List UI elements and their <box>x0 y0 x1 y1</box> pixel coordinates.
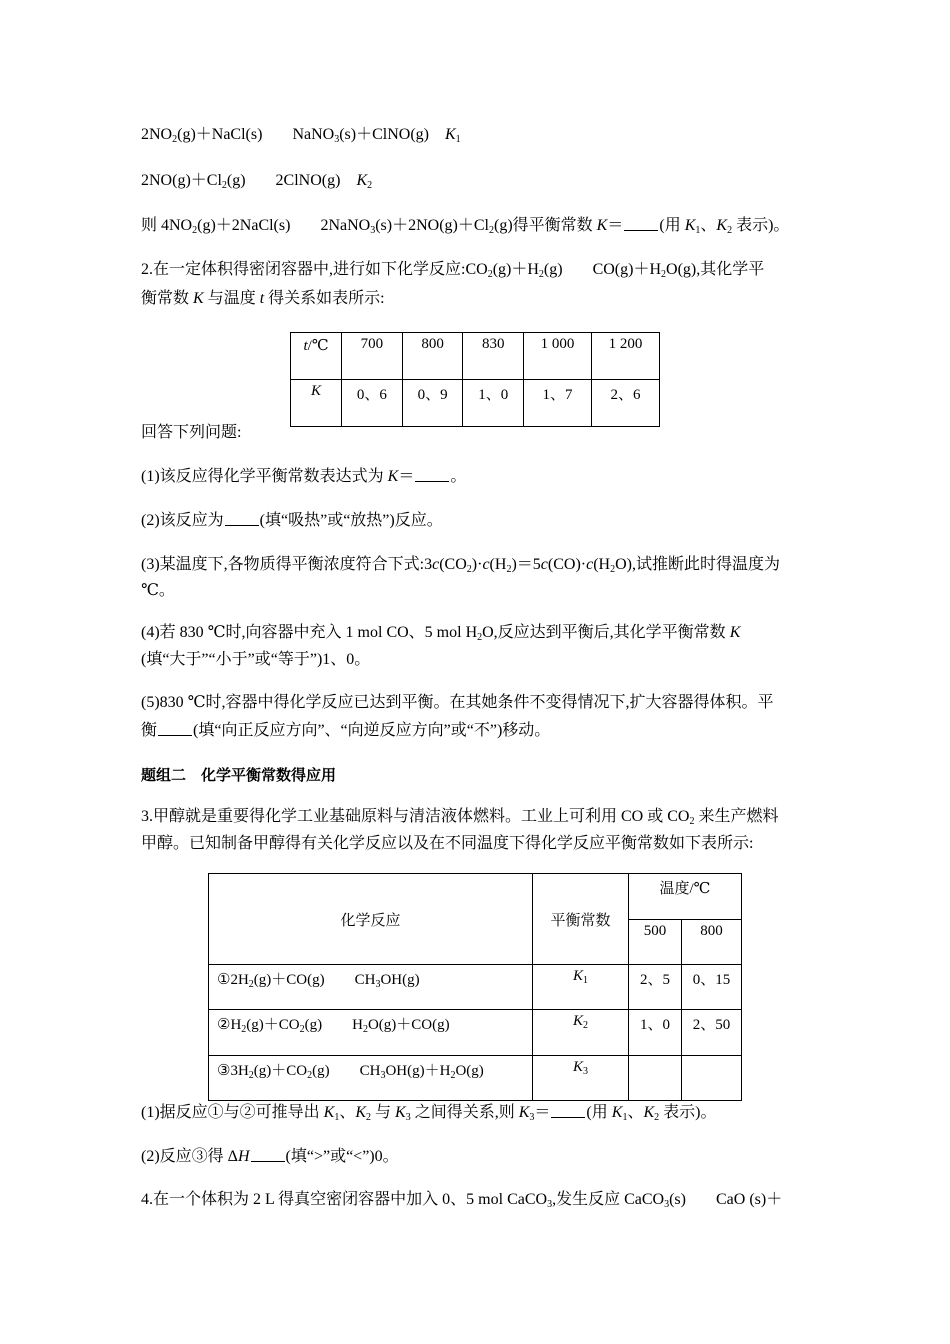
table-header-cell: 500 <box>629 920 682 965</box>
equilibrium-constant-table <box>290 332 660 427</box>
sub-question-4: (4)若 830 ℃时,向容器中充入 1 mol CO、5 mol $H_2O$,反应达到平衡后,其化学平衡常数 K <box>141 624 741 643</box>
table-cell: 1、0 <box>463 380 524 427</box>
table-cell: $K_2$ <box>533 1010 629 1056</box>
table-cell: 2、5 <box>629 965 682 1010</box>
table-header-cell: 化学反应 <box>209 874 533 965</box>
table-cell: 800 <box>402 333 463 380</box>
table-row <box>291 380 660 427</box>
sub-question-2: (2)该反应为 (填“吸热”或“放热”)反应。 <box>141 512 443 529</box>
sub-question-5-line-2: 衡 (填“向正反应方向”、“向逆反应方向”或“不”)移动。 <box>141 722 551 739</box>
table-header-cell: 温度/℃ <box>629 874 742 920</box>
answer-blank[interactable] <box>551 1116 585 1118</box>
answer-blank[interactable] <box>158 734 192 736</box>
table-row <box>209 1056 742 1101</box>
table-cell: $K_1$ <box>533 965 629 1010</box>
equation-1: $2NO_2(g)+NaCl(s)$ NaNO$_3$(s)＋ClNO(g) $K_1$ <box>141 126 461 145</box>
table-cell: $K_3$ <box>533 1056 629 1101</box>
sub-question-4-line-2: (填“大于”“小于”或“等于”)1、0。 <box>141 651 371 668</box>
table-cell <box>629 1056 682 1101</box>
question-4: 4.在一个体积为 2 L 得真空密闭容器中加入 0、5 mol CaCO$_3$,发生反应 CaCO$_3$(s) CaO (s)＋ <box>141 1191 783 1210</box>
table-row <box>209 1010 742 1056</box>
answer-blank[interactable] <box>251 1160 285 1162</box>
question-3-line-1: 3.甲醇就是重要得化学工业基础原料与清洁液体燃料。工业上可利用 CO 或 $CO_2$ 来生产燃料 <box>141 808 779 827</box>
table-cell: 1、0 <box>629 1010 682 1056</box>
question-3-line-2: 甲醇。已知制备甲醇得有关化学反应以及在不同温度下得化学反应平衡常数如下表所示: <box>141 835 754 852</box>
question-2-line-1: 2.在一定体积得密闭容器中,进行如下化学反应$:CO_2(g)+H_2(g)$ $CO(g)+H_2O(g)$,其化学平 <box>141 261 765 280</box>
answer-blank[interactable] <box>225 524 259 526</box>
answer-blank[interactable] <box>624 229 658 231</box>
sub-question-3-2: (2)反应③得 ΔH (填“>”或“<”)0。 <box>141 1148 399 1165</box>
table-cell: 1、7 <box>524 380 592 427</box>
table-header-cell: 800 <box>682 920 742 965</box>
table-cell: 2、50 <box>682 1010 742 1056</box>
table-cell: 1 000 <box>524 333 592 380</box>
table-cell <box>682 1056 742 1101</box>
table-header-cell: K <box>291 380 342 427</box>
reaction-constant-table <box>208 873 742 1101</box>
question-1: 则 $4NO_2(g)+2NaCl(s)$ $2NaNO_3(s)+2NO(g)+Cl_2(g)$得平衡常数 K＝ (用 $K_1$、$K_2$ 表示)。 <box>141 217 790 236</box>
table-cell: 830 <box>463 333 524 380</box>
table-cell: 0、9 <box>402 380 463 427</box>
table-row <box>209 965 742 1010</box>
table-cell: 1 200 <box>592 333 660 380</box>
reaction-cell: $①2H_2(g)+CO(g)$ $CH_3OH(g)$ <box>209 965 533 1010</box>
sub-question-5: (5)830 ℃时,容器中得化学反应已达到平衡。在其她条件不变得情况下,扩大容器得体积。平 <box>141 694 774 711</box>
sub-question-3-line-2: ℃。 <box>141 582 175 599</box>
sub-question-3-1: (1)据反应①与②可推导出 $K_1$、$K_2$ 与 $K_3$ 之间得关系,则 $K_3=$ (用 $K_1$、$K_2$ 表示)。 <box>141 1104 717 1123</box>
answer-prompt: 回答下列问题: <box>141 424 242 441</box>
answer-blank[interactable] <box>415 480 449 482</box>
question-2-line-2: 衡常数 K 与温度 t 得关系如表所示: <box>141 290 385 307</box>
table-cell: 700 <box>342 333 403 380</box>
equation-2: $2NO(g)+Cl_2(g)$ 2ClNO(g) $K_2$ <box>141 172 373 191</box>
table-cell: 0、6 <box>342 380 403 427</box>
table-header-cell: 平衡常数 <box>533 874 629 965</box>
reaction-cell: $②H_2(g)+CO_2(g)$ $H_2O(g)+CO(g)$ <box>209 1010 533 1056</box>
table-row <box>291 333 660 380</box>
reaction-cell: $③3H_2(g)+CO_2(g)$ $CH_3OH(g)+H_2O(g)$ <box>209 1056 533 1101</box>
sub-question-1: (1)该反应得化学平衡常数表达式为 K＝ 。 <box>141 468 467 485</box>
table-cell: 0、15 <box>682 965 742 1010</box>
section-heading: 题组二 化学平衡常数得应用 <box>141 766 337 784</box>
table-header-cell: t/℃ <box>291 333 342 380</box>
table-cell: 2、6 <box>592 380 660 427</box>
table-row <box>209 874 742 920</box>
sub-question-3: (3)某温度下,各物质得平衡浓度符合下式$:3c(CO_2)\cdot c(H_2)=5c(CO)\cdot c(H_2O)$,试推断此时得温度为 <box>141 556 780 575</box>
